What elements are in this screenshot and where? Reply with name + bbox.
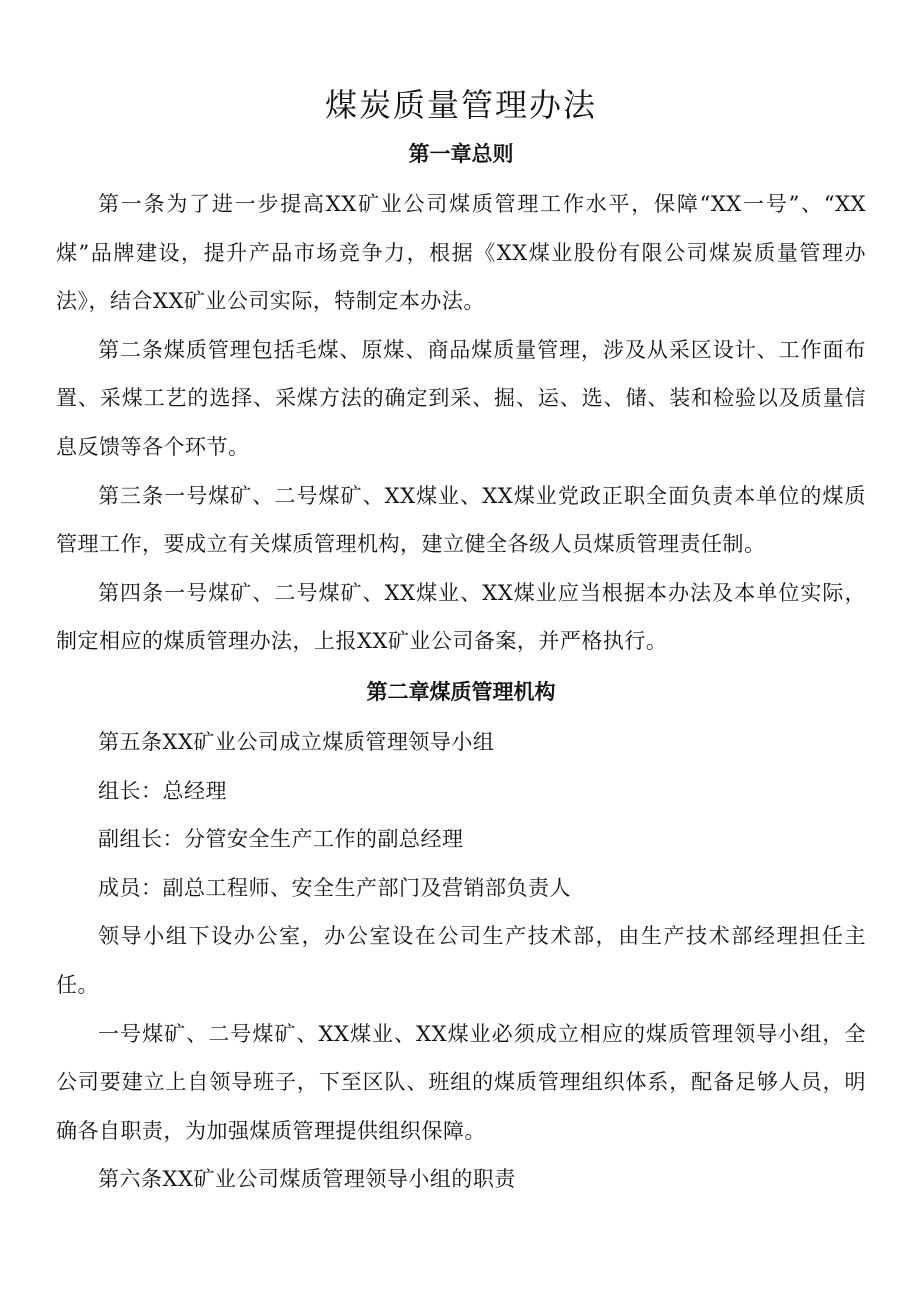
document-title: 煤炭质量管理办法 bbox=[324, 86, 597, 124]
chapter-heading: 第二章煤质管理机构 bbox=[366, 679, 556, 704]
article-1: 第一条为了进一步提高XX矿业公司煤质管理工作水平，保障“XX一号”、“XX煤”品牌建设，提升产品市场竞争力，根据《XX煤业股份有限公司煤炭质量管理办法》，结合XX矿业公司实际，特制定本办法。 bbox=[56, 192, 866, 314]
article-5: 第五条XX矿业公司成立煤质管理领导小组 bbox=[98, 729, 495, 754]
document-page bbox=[56, 80, 866, 1204]
deputy-leader-line: 副组长：分管安全生产工作的副总经理 bbox=[98, 827, 464, 852]
article-4: 第四条一号煤矿、二号煤矿、XX煤业、XX煤业应当根据本办法及本单位实际，制定相应的煤质管理办法，上报XX矿业公司备案，并严格执行。 bbox=[56, 580, 866, 654]
members-line: 成员：副总工程师、安全生产部门及营销部负责人 bbox=[98, 875, 571, 900]
chapter-heading: 第一章总则 bbox=[408, 142, 514, 166]
group-leader-line: 组长：总经理 bbox=[98, 778, 227, 803]
article-3: 第三条一号煤矿、二号煤矿、XX煤业、XX煤业党政正职全面负责本单位的煤质管理工作，要成立有关煤质管理机构，建立健全各级人员煤质管理责任制。 bbox=[56, 483, 866, 557]
article-2: 第二条煤质管理包括毛煤、原煤、商品煤质量管理，涉及从采区设计、工作面布置、采煤工艺的选择、采煤方法的确定到采、掘、运、选、储、装和检验以及质量信息反馈等各个环节。 bbox=[56, 337, 866, 459]
chapter-1 bbox=[56, 134, 866, 666]
office-paragraph: 领导小组下设办公室，办公室设在公司生产技术部，由生产技术部经理担任主任。 bbox=[56, 924, 866, 997]
chapter-2 bbox=[56, 672, 866, 1204]
organization-paragraph: 一号煤矿、二号煤矿、XX煤业、XX煤业必须成立相应的煤质管理领导小组，全公司要建立上自领导班子，下至区队、班组的煤质管理组织体系，配备足够人员，明确各自职责，为加强煤质管理提供组织保障。 bbox=[56, 1021, 866, 1143]
article-6: 第六条XX矿业公司煤质管理领导小组的职责 bbox=[98, 1167, 516, 1192]
